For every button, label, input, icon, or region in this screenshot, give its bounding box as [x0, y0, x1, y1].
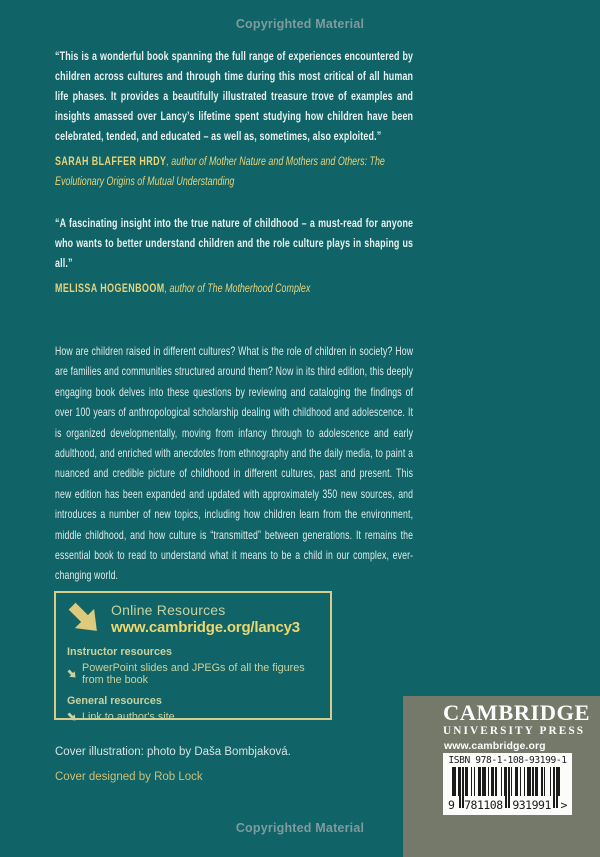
review-quote-1: “This is a wonderful book spanning the full range of experiences encountered by children across cultures and through time during this most critical of all human life phases. It provides a beautifully illustrated treasure trove of examples and insights amassed over Lancy’s lifetime spent studying how children have been celebrated, tended, and educated – as well as, sometimes, also exploited.”: [55, 49, 414, 143]
isbn-barcode: [443, 753, 572, 815]
back-cover-text-column: [55, 46, 413, 586]
barcode-bars-area: [447, 767, 568, 812]
online-resources-title: Online Resources: [111, 602, 226, 618]
book-description: How are children raised in different cultures? What is the role of children in society? How are families and communities structured around them? Now in its third edition, this deeply engaging book delves into these questions by reviewing and cataloging the findings of over 100 years of anthropological scholarship dealing with childhood and adolescence. It is organized developmentally, moving from infancy through to adolescence and early adulthood, and enriched with anecdotes from ethnography and the daily media, to paint a nuanced and credible picture of childhood in different cultures, past and present. This new edition has been expanded and updated with approximately 350 new sources, and introduces a number of new topics, including how children learn from the environment, middle childhood, and how culture is “transmitted” between generations. It remains the essential book to read to understand what it means to be a child in our complex, ever-changing world.: [55, 344, 414, 583]
reviewed-work-title-2: The Motherhood Complex: [207, 281, 311, 295]
publisher-logo: [443, 701, 590, 738]
review-quote-2: “A fascinating insight into the true nature of childhood – a must-read for anyone who wants to better understand children and the role culture plays in shaping us all.”: [55, 216, 414, 270]
cover-illustration-credit: Cover illustration: photo by Daša Bombjaková.: [55, 746, 291, 758]
reviewer-attr-text-2: , author of: [164, 281, 208, 295]
review-attribution-2: [55, 278, 413, 298]
general-resources-item-label: Link to author's site: [82, 711, 175, 723]
cover-credits: [55, 745, 291, 784]
bullet-arrow-icon: [67, 669, 77, 679]
online-resources-titles: [111, 601, 300, 637]
publisher-name-line2: UNIVERSITY PRESS: [443, 725, 586, 737]
publisher-website: www.cambridge.org: [444, 740, 546, 752]
copyright-notice-top: Copyrighted Material: [235, 17, 365, 31]
bullet-arrow-icon: [67, 712, 77, 722]
reviewed-work-title-1: Mother Nature and Mothers and Others: The Evolutionary Origins of Mutual Understanding: [55, 154, 385, 188]
barcode-digits: [448, 798, 567, 812]
instructor-resources-item-label: PowerPoint slides and JPEGs of all the figures from the book: [82, 662, 305, 686]
se-arrow-icon: [67, 601, 102, 636]
online-resources-header: [67, 601, 319, 637]
reviewer-name-1: SARAH BLAFFER HRDY: [55, 154, 167, 168]
publisher-name: CAMBRIDGE: [443, 700, 591, 725]
barcode-end-mark: >: [560, 798, 567, 812]
reviewer-name-2: MELISSA HOGENBOOM: [55, 281, 165, 295]
barcode-digit-group2: 931991: [512, 798, 551, 812]
online-resources-url: www.cambridge.org/lancy3: [111, 619, 300, 636]
cover-design-credit: Cover designed by Rob Lock: [55, 771, 203, 783]
barcode-digit-group1: 781108: [464, 798, 503, 812]
instructor-resources-item: [67, 662, 319, 686]
barcode-digit-lead: 9: [448, 798, 455, 812]
isbn-label: ISBN 978-1-108-93199-1: [448, 755, 567, 766]
general-resources-heading: General resources: [67, 695, 162, 707]
review-attribution-1: [55, 151, 413, 191]
online-resources-box: [54, 591, 332, 723]
instructor-resources-heading: Instructor resources: [67, 646, 173, 658]
reviewer-attr-text-1: , author of: [166, 154, 209, 168]
copyright-notice-bottom: Copyrighted Material: [235, 821, 365, 835]
general-resources-item: [67, 711, 319, 723]
